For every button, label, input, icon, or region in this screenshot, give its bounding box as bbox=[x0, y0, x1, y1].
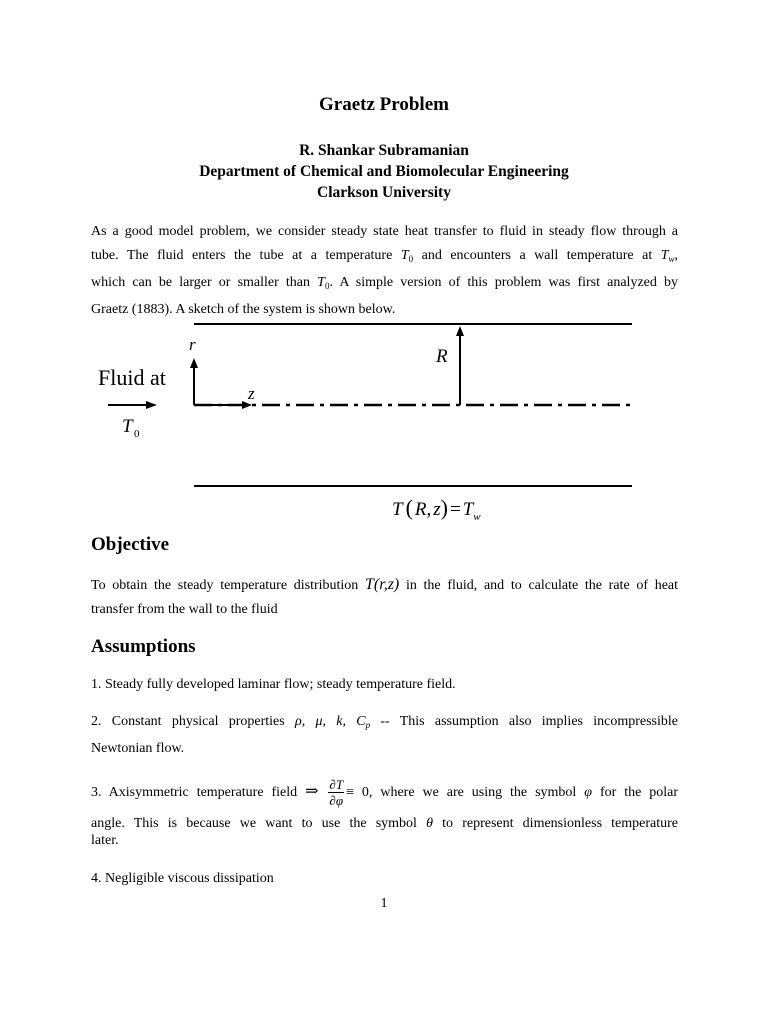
intro-line-2: tube. The fluid enters the tube at a temperature $T_0$ and encounters a wall temperature at $T_w$, bbox=[91, 248, 679, 264]
page-number: 1 bbox=[380, 896, 388, 911]
assumption-3: 3. Axisymmetric temperature field ⇒ $\frac{\partial T}{\partial\varphi}$ ≡ 0, where we are using the symbol φ for the polar bbox=[91, 777, 678, 809]
inlet-temperature-subscript: 0 bbox=[134, 428, 140, 440]
partial-derivative-fraction: $\frac{\partial T}{\partial\varphi}$ bbox=[329, 777, 344, 809]
author-university: Clarkson University bbox=[317, 184, 451, 201]
paper-title: Graetz Problem bbox=[319, 94, 449, 115]
objective-heading: Objective bbox=[91, 534, 170, 555]
boundary-condition: T ( R, $z) = T_w$ bbox=[392, 495, 481, 523]
intro-line-1: As a good model problem, we consider steady state heat transfer to fluid in steady flow through a bbox=[91, 224, 678, 239]
radius-arrowhead bbox=[456, 326, 464, 336]
inlet-label: Fluid at bbox=[98, 365, 166, 390]
assumption-2: 2. Constant physical properties ρ, μ, k, $C_p$ -- This assumption also implies incompressible Newtonian flow. bbox=[91, 714, 679, 756]
assumptions-heading: Assumptions bbox=[91, 636, 196, 657]
inlet-temperature-symbol: T bbox=[122, 416, 133, 437]
objective-line-1: To obtain the steady temperature distribution T(r,z) in the fluid, and to calculate the rate of heat bbox=[91, 576, 679, 593]
author-department: Department of Chemical and Biomolecular Engineering bbox=[199, 163, 569, 180]
assumption-3-continued: angle. This is because we want to use the symbol θ to represent dimensionless temperature later. bbox=[91, 816, 679, 848]
objective-paragraph bbox=[91, 573, 678, 622]
r-axis-label: r bbox=[189, 335, 196, 354]
inlet-flow-arrowhead bbox=[146, 401, 157, 409]
z-axis-label: z bbox=[248, 384, 255, 403]
assumption-1: 1. Steady fully developed laminar flow; steady temperature field. bbox=[91, 677, 456, 692]
author-name: R. Shankar Subramanian bbox=[299, 142, 469, 159]
assumption-4: 4. Negligible viscous dissipation bbox=[91, 871, 274, 886]
intro-line-4: Graetz (1883). A sketch of the system is shown below. bbox=[91, 302, 396, 317]
radius-label: R bbox=[436, 346, 448, 367]
intro-line-3: which can be larger or smaller than $T_0$. A simple version of this problem was first analyzed by bbox=[91, 275, 679, 291]
objective-line-2: transfer from the wall to the fluid bbox=[91, 602, 278, 617]
r-axis-arrowhead bbox=[190, 358, 198, 368]
